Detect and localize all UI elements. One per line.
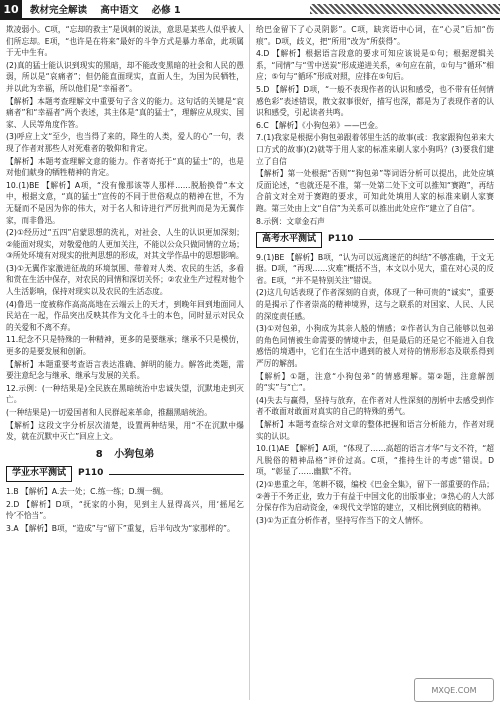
paragraph: 【解析】本题考查综合对文章的整体把握和语言分析能力，作者对现实的认识。 [256, 420, 494, 441]
level-name: 高中语文 [100, 5, 139, 16]
answer-item: 3.A 【解析】B项，“造成”与“留下”重复，后半句改为“家那样的”。 [6, 523, 235, 533]
header-stripe [310, 4, 500, 14]
watermark: MXQE.COM [414, 678, 494, 702]
paragraph: (2)①经历过“五四”启蒙思想的洗礼，对社会、人生的认识更加深刻；②能面对现实，对敬爱他的人更加关注，不能以公众只做同情的立场；③所处环境有对现实的批判思想的形成，对其文学作品中的思想影响。 [6, 228, 244, 261]
paragraph: (3)①无翼作家激进征战的环境氛围、带着对人类、农民的生活，多看和赏在生活中保存，对农民的同情和深切关怀；②农业生产过程对他个人生活影响，保持对现实以及农民的生活态度。 [6, 263, 244, 297]
paragraph: (2)真的猛士能认识到现实的黑暗，却不能改变黑暗的社会和人民的愚弱，所以是“哀痛者”；但仍能直面现实，直面人生，为国为民牺牲，并以此为幸福，所以他们是“幸福者”。 [6, 60, 244, 93]
answer-item: 5.D 【解析】D项，“一般不表现作者的认识和感受，也不带有任何情感色彩”表述错误，散文叙事很好，描写也深，都是为了表现作者的认识和感受，引起读者共鸣。 [256, 84, 494, 118]
paragraph: 【解析】本题考查理解文意的能力。作者寄托于“真的猛士”的，也是对他们献身的牺牲精神的肯定。 [6, 156, 244, 178]
section-heading [6, 449, 244, 461]
section-number: 8 [95, 448, 103, 460]
answer-item: 9.(1)BE 【解析】B项，“认为可以远离迷茫的纠结”不够准确，于文无据。D项，“再现……灾难”概括不当，本文以小见大，重在对心灵的反省。E项，“并不是特别关注”错误。 [256, 252, 494, 285]
paragraph: (4)鲁迅一度被称作高高高地在云端云上的天才，到晚年回到地面同人民站在一起，作品突出反映其作为文化斗士的本色，同时显示对民众的关爱和不离不弃。 [6, 299, 244, 332]
series-name: 教材完全解读 [30, 5, 88, 16]
page-number: 10 [0, 0, 22, 18]
paragraph: (一种结果是)一切爱国者和人民群起来革命，推翻黑暗统治。 [6, 408, 212, 417]
test-label: 高考水平测试 [256, 232, 322, 248]
answer-item: 1.B 【解析】A.去一处；C.练一练；D.绸一绸。 [6, 486, 168, 496]
paragraph: (3)①对包弟，小狗成为其亲人般的情感；②作者认为自己能够以包弟的角色同情被生命需要的情境中去，但是最后的还是它不能进入自我感悟的境遇中，它们在生活中遇到的被人对待的情形形态及联系得到严厉的解剖。 [256, 324, 494, 369]
test-bar-advanced [256, 232, 494, 248]
paragraph: 12.示例：(一种结果是)全民族在黑暗统治中忠诚失望，沉默地走到灭亡。 [6, 383, 244, 405]
paragraph: (3)①为正直分析作者，坚持写作当下的文人情怀。 [256, 515, 428, 525]
column-divider [249, 24, 250, 700]
paragraph: (2)这几句话表现了作者深刻的自责，体现了一种可贵的“诚实”，重要的是揭示了作者崇高的精神境界，这与之联系的对国家、人民、人民的深度责任感。 [256, 288, 494, 321]
answer-item: 2.D 【解析】D项，“抚家的小狗，见到主人显得高兴，用‘摇尾乞怜’不恰当”。 [6, 499, 244, 521]
volume-name: 必修 1 [151, 5, 181, 16]
paragraph: (2)①患重之年，笔耕不辍，编校《巴金全集》，留下一部重要的作品；②善于不务正业，致力于有益于中国文化的出版事业；③热心的人大部分保存作为启动资金，④现代文学馆的建立，又相比例到底的精神。 [256, 479, 494, 513]
test-label: 学业水平测试 [6, 466, 72, 482]
paragraph: 欺凌弱小。C项，“忘却的救主”是讽刺的说法，意思是某些人似乎被人们所忘却。E项，“也许是在将来”最好的斗争方式是暴力革命，此项属于无中生有。 [6, 25, 244, 58]
paragraph: 【解析】第一处根据“否则”“狗包弟”等词语分析可以提出，此处应填反面论述，“也就还是不准，第一处第二处下文可以推知“赛跑”，再结合前文对全对于赛跑的要求，可知此处填用人家的标准来刷人家赛跑。第三处由上文“自信”为关系可以推出此处应作“建立了自信”。 [256, 169, 494, 213]
test-rule [359, 239, 494, 240]
test-page: P110 [78, 468, 104, 479]
paragraph: (4)失去与赢得，坚持与放弃，在作者对人性深刻的剖析中去感受到作者不敢面对敢面对真实的自己的特殊的勇气。 [256, 395, 494, 417]
section-title: 小狗包弟 [114, 448, 155, 460]
left-column [6, 24, 244, 700]
paragraph: (3)呼应上文“至少，也当得了来的，降生的人类，爱人的心”一句，表现了作者对那些人对死难者的敬仰和肯定。 [6, 132, 244, 153]
book-title [30, 2, 191, 16]
paragraph: 【解析】这段文字分析层次清楚，设置两种结果，用“不在沉默中爆发，就在沉默中灭亡”回应上文。 [6, 420, 244, 442]
page-header [0, 0, 500, 20]
answer-item: 4.D 【解析】根据语言段意的要求可知应该说是①句；根据逻辑关系，“同情”与“雪中送炭”形成递进关系，④句应在前，①句与“循环”相应；⑤句与“循环”形成对照，应排在⑤句后。 [256, 49, 494, 82]
test-rule [109, 474, 244, 475]
paragraph: 【解析】本题考查理解文中重要句子含义的能力。这句话的关键是“哀痛者”和“幸福者”两个表述，其主体是“真的猛士”，理解应从现实、国家、人民等角度作答。 [6, 96, 244, 129]
answer-item: 10.(1)AE 【解析】A项，“体现了……高超的语言才华”与文不符，“超凡脱俗的精神品格”评价过高。C项，“推持生计的考虑”错误。D项，“彰显了……幽默”不符。 [256, 444, 494, 477]
paragraph: 【解析】本题重要考查语言表达准确、鲜明的能力。解答此类题，需要注意纪念与继承、继承与发展的关系。 [6, 359, 244, 381]
paragraph: 11.纪念不只是特殊的一种精神，更多的是要继承；继承不只是模仿，更多的是要发展和创新。 [6, 335, 244, 357]
test-bar-basic [6, 466, 244, 482]
right-column [256, 24, 494, 700]
paragraph: 给巴金留下了心灵阴影”。C项，缺宾语中心词，在“心灵”后加“伤痕”。D项，歧义，把“所用”改为“所获得”。 [256, 25, 494, 46]
answer-item: 6.C 【解析】《小狗包弟》——巴金。 [256, 120, 383, 130]
answer-item: 7.(1)我家是根据小狗包弟跟着邻里生活的故事(或：我家跟狗包弟来大口方式的故事)(2)就等于用人家的标准来刷人家小狗吗？(3)要我们建立了自信 [256, 133, 494, 166]
answer-item: 8.示例：文章金石声 [256, 216, 325, 226]
paragraph: 【解析】①题，注意“小狗包弟”的情感理解。第②题，注意解剖的“实”与“亡”。 [256, 371, 494, 393]
paragraph: 10.(1)BE 【解析】A项，“没有像那该等人那样……脱胎换骨”本文中，根据文意，“真的猛士”宣传的不同于世俗观点的精神在世，不为无疑而不是因为你的伟大，对于名人和诗进行严厉批判而是为无翼作家，而非鲁迅。 [6, 180, 244, 225]
test-page: P110 [328, 234, 354, 245]
